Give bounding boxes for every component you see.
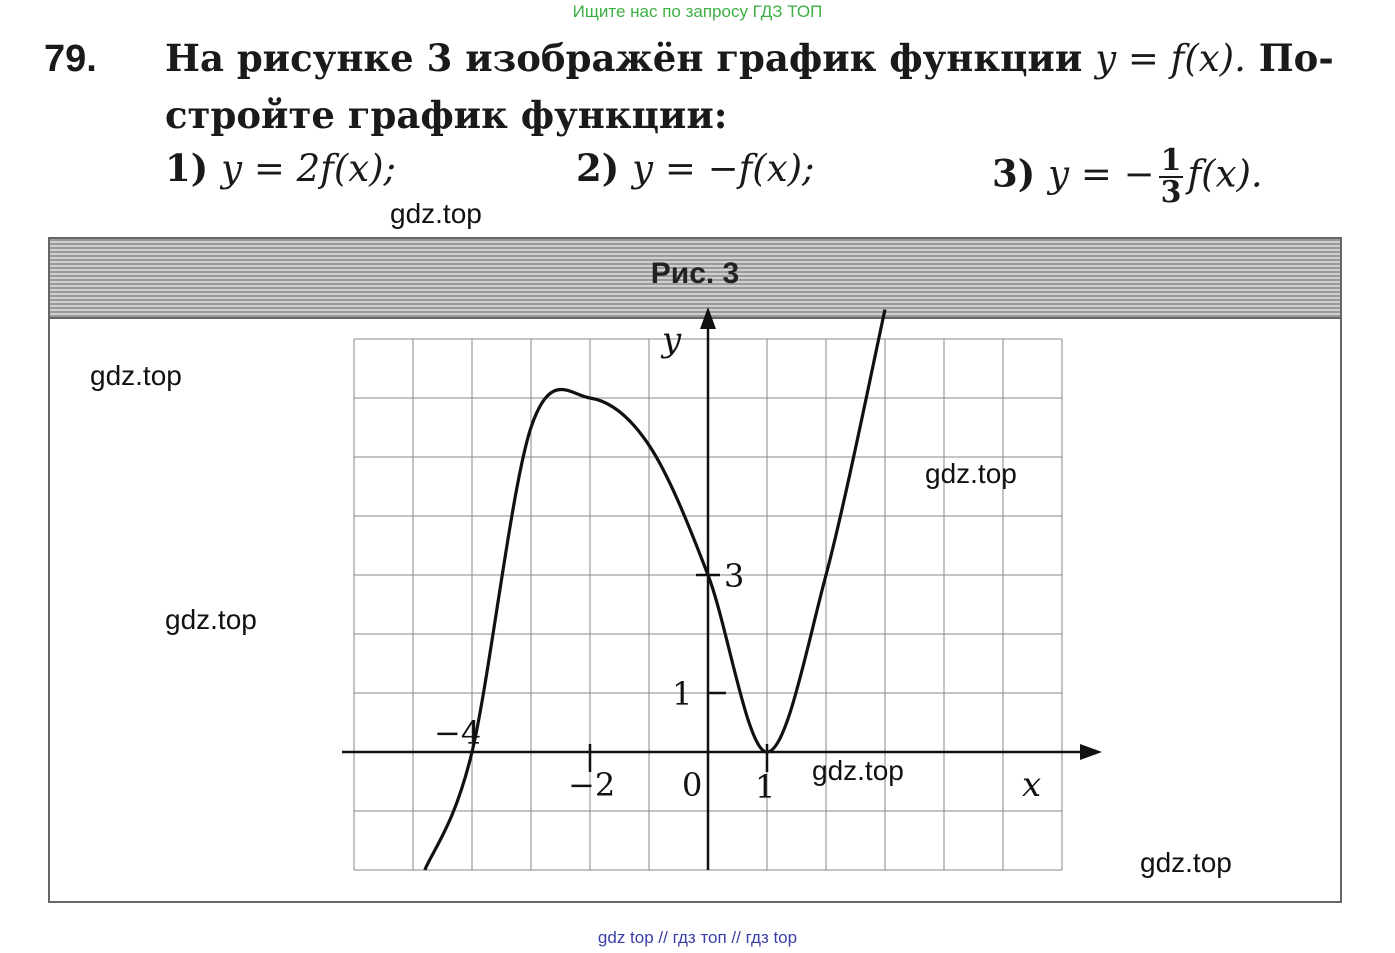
watermark: gdz.top bbox=[812, 755, 904, 786]
problem-line-1-text: На рисунке 3 изображён график функции bbox=[165, 36, 1083, 80]
option-3-label: 3) bbox=[992, 151, 1036, 196]
option-2-label: 2) bbox=[576, 146, 620, 190]
y-axis-arrow bbox=[700, 307, 716, 329]
watermark: gdz.top bbox=[165, 604, 257, 635]
problem-line-1-math: y = f(x). bbox=[1095, 37, 1246, 80]
y-axis-label: y bbox=[662, 320, 682, 360]
option-3 bbox=[992, 143, 1263, 210]
problem-line-1-tail: По- bbox=[1258, 36, 1334, 80]
option-2 bbox=[576, 146, 814, 190]
footer-links[interactable]: gdz top // гдз топ // гдз top bbox=[597, 928, 798, 947]
problem-line-1 bbox=[165, 36, 1334, 80]
function-graph bbox=[50, 239, 1340, 901]
y-tick-label: 3 bbox=[724, 557, 745, 595]
figure-title: Рис. 3 bbox=[650, 257, 740, 290]
x-tick-label: −4 bbox=[434, 714, 482, 752]
option-3-fraction bbox=[1159, 143, 1184, 210]
problem-number: 79. bbox=[44, 38, 97, 80]
option-3-math-prefix: y = − bbox=[1048, 152, 1155, 196]
watermark: gdz.top bbox=[90, 360, 182, 391]
problem-line-2: стройте график функции: bbox=[165, 93, 728, 137]
option-1-label: 1) bbox=[165, 146, 209, 190]
option-1-math: y = 2f(x); bbox=[221, 147, 397, 190]
watermark: gdz.top bbox=[925, 458, 1017, 489]
x-axis-arrow bbox=[1080, 744, 1102, 760]
watermark: gdz.top bbox=[390, 198, 482, 229]
x-axis-label: x bbox=[1022, 765, 1042, 805]
fraction-denominator: 3 bbox=[1160, 175, 1182, 210]
x-tick-label: 0 bbox=[682, 766, 703, 804]
figure-panel bbox=[48, 237, 1342, 903]
x-tick-label: 1 bbox=[755, 768, 776, 806]
option-1 bbox=[165, 146, 396, 190]
option-2-math: y = −f(x); bbox=[632, 147, 815, 190]
y-tick-label: 1 bbox=[672, 675, 693, 713]
x-tick-label: −2 bbox=[568, 766, 616, 804]
option-3-math-suffix: f(x). bbox=[1187, 152, 1263, 196]
top-banner[interactable]: Ищите нас по запросу ГДЗ ТОП bbox=[572, 2, 823, 21]
watermark: gdz.top bbox=[1140, 847, 1232, 878]
fraction-numerator: 1 bbox=[1160, 143, 1182, 178]
